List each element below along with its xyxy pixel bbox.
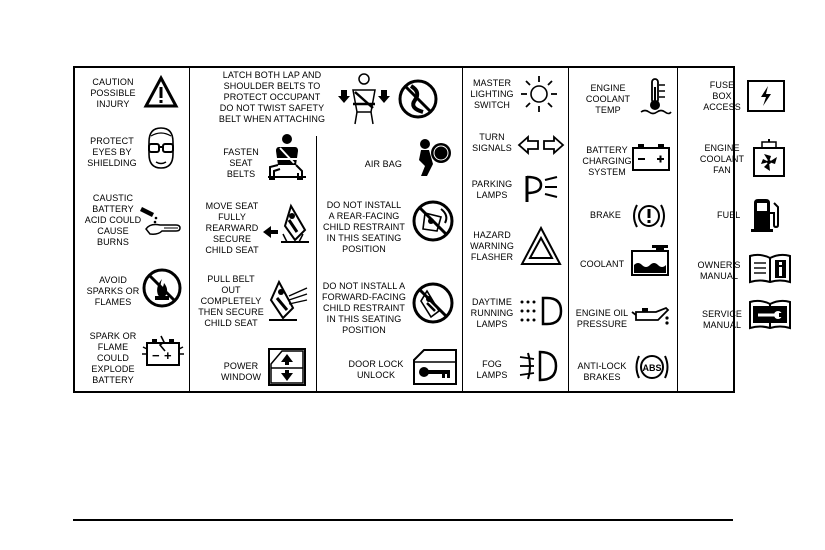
- fuse-box-label: FUSE BOX ACCESS: [703, 80, 741, 112]
- no-twist-belt-icon: [397, 78, 439, 120]
- coolant-reservoir-icon: [630, 243, 670, 277]
- child-seat-rearward-icon: [261, 200, 313, 246]
- no-forward-facing-seat-icon: [411, 281, 455, 325]
- engine-oil-pressure-label: ENGINE OIL PRESSURE: [575, 308, 629, 329]
- parking-lamps-icon: [523, 174, 559, 204]
- pull-belt-label: PULL BELT OUT COMPLETELY THEN SECURE CHILD SEAT: [198, 274, 264, 328]
- fuel-label: FUEL: [717, 210, 741, 220]
- fog-lamps-icon: [518, 349, 560, 383]
- acid-hand-icon: [140, 203, 184, 237]
- air-bag-icon: [411, 136, 453, 178]
- battery-charging-icon: [631, 142, 671, 172]
- parking-lamps-label: PARKING LAMPS: [471, 179, 513, 200]
- abs-icon: [634, 351, 670, 383]
- master-lighting-icon: [519, 74, 559, 114]
- fasten-seat-belts-label: FASTEN SEAT BELTS: [223, 147, 259, 179]
- hazard-triangle-icon: [520, 226, 562, 266]
- master-lighting-label: MASTER LIGHTING SWITCH: [470, 78, 514, 110]
- move-seat-label: MOVE SEAT FULLY REARWARD SECURE CHILD SEAT: [205, 201, 259, 255]
- column-divider: [462, 67, 463, 392]
- door-lock-label: DOOR LOCK UNLOCK: [348, 359, 404, 380]
- coolant-label: COOLANT: [580, 259, 625, 269]
- battery-charging-label: BATTERY CHARGING SYSTEM: [582, 145, 632, 177]
- forward-facing-label: DO NOT INSTALL A FORWARD-FACING CHILD RESTRAINT IN THIS SEATING POSITION: [322, 281, 406, 335]
- owners-manual-icon: [748, 252, 792, 284]
- latch-belt-arrows-icon: [337, 72, 391, 126]
- coolant-temp-icon: [639, 77, 673, 117]
- no-flame-icon: [141, 267, 183, 309]
- service-manual-label: SERVICE MANUAL: [701, 309, 743, 330]
- battery-spark-icon: [142, 333, 184, 369]
- coolant-fan-icon: [752, 138, 786, 178]
- service-manual-icon: [748, 298, 792, 330]
- engine-coolant-fan-label: ENGINE COOLANT FAN: [699, 143, 745, 175]
- avoid-sparks-label: AVOID SPARKS OR FLAMES: [86, 275, 140, 307]
- power-window-icon: [268, 348, 306, 386]
- brake-icon: [631, 199, 667, 233]
- column-divider: [189, 67, 190, 392]
- column-divider: [677, 67, 678, 392]
- caustic-acid-label: CAUSTIC BATTERY ACID COULD CAUSE BURNS: [84, 193, 142, 247]
- footer-rule: [73, 519, 733, 521]
- owners-manual-label: OWNER'S MANUAL: [697, 260, 741, 281]
- seat-belt-person-icon: [266, 133, 308, 183]
- svg-text:+: +: [164, 348, 172, 363]
- caution-label: CAUTION POSSIBLE INJURY: [90, 77, 136, 109]
- hazard-flasher-label: HAZARD WARNING FLASHER: [470, 230, 514, 262]
- daytime-running-lamps-label: DAYTIME RUNNING LAMPS: [470, 297, 514, 329]
- fuse-box-icon: [747, 80, 785, 112]
- face-goggles-icon: [143, 126, 179, 170]
- abs-icon-text: ABS: [642, 363, 662, 373]
- column-divider: [568, 67, 569, 392]
- air-bag-label: AIR BAG: [364, 159, 402, 169]
- protect-eyes-label: PROTECT EYES BY SHIELDING: [87, 136, 137, 168]
- caution-triangle-icon: [144, 76, 178, 108]
- door-lock-icon: [412, 348, 458, 386]
- power-window-label: POWER WINDOW: [220, 361, 262, 382]
- child-seat-pull-belt-icon: [267, 276, 311, 324]
- latch-belts-label: LATCH BOTH LAP AND SHOULDER BELTS TO PROTECT OCCUPANT DO NOT TWIST SAFETY BELT WHEN ATTACHING: [218, 70, 326, 124]
- daytime-running-lamps-icon: [519, 296, 563, 326]
- fuel-pump-icon: [750, 197, 780, 233]
- engine-coolant-temp-label: ENGINE COOLANT TEMP: [585, 83, 631, 115]
- spark-flame-battery-label: SPARK OR FLAME COULD EXPLODE BATTERY: [89, 331, 137, 385]
- turn-signal-arrows-icon: [518, 135, 564, 155]
- rear-facing-label: DO NOT INSTALL A REAR-FACING CHILD RESTRAINT IN THIS SEATING POSITION: [322, 200, 405, 254]
- anti-lock-brakes-label: ANTI-LOCK BRAKES: [577, 361, 627, 382]
- svg-text:−: −: [152, 348, 160, 363]
- oil-can-icon: [630, 300, 670, 330]
- turn-signals-label: TURN SIGNALS: [472, 132, 512, 153]
- column-divider: [316, 136, 317, 392]
- brake-label: BRAKE: [590, 210, 622, 220]
- fog-lamps-label: FOG LAMPS: [476, 359, 508, 380]
- no-rear-facing-seat-icon: [411, 199, 455, 243]
